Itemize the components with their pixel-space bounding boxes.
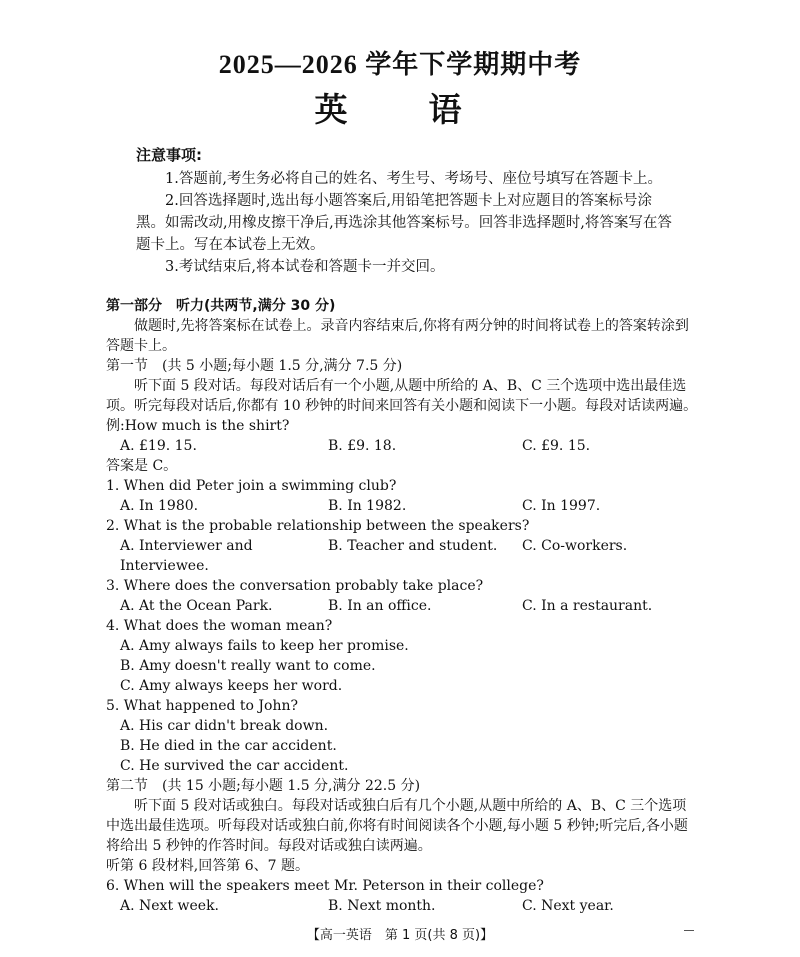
- option-c: C. Next year.: [522, 898, 614, 914]
- option-c: C. In a restaurant.: [522, 598, 653, 614]
- option-b: B. Amy doesn't really want to come.: [120, 658, 376, 674]
- option-b: B. In an office.: [328, 598, 432, 614]
- question-1: 1. When did Peter join a swimming club?: [106, 478, 397, 494]
- notice-item-2: 2.回答选择题时,选出每小题答案后,用铅笔把答题卡上对应题目的答案标号涂黑。如需改动,用橡皮擦干净后,再选涂其他答案标号。回答非选择题时,将答案写在答题卡上。写在本试卷上无效。: [136, 193, 672, 253]
- notice-heading: 注意事项:: [136, 146, 202, 164]
- option-c: C. In 1997.: [522, 498, 601, 514]
- question-2: 2. What is the probable relationship between the speakers?: [106, 518, 530, 534]
- question-4: 4. What does the woman mean?: [106, 618, 333, 634]
- question-2-options: [106, 536, 700, 576]
- exam-title: 2025—2026 学年下学期期中考: [218, 50, 582, 79]
- listening-section: [106, 296, 700, 916]
- section1-heading: 第一节 (共 5 小题;每小题 1.5 分,满分 7.5 分): [106, 358, 403, 374]
- question-1-options: [106, 496, 700, 516]
- example-options: [106, 436, 700, 456]
- option-a: A. Interviewer and Interviewee.: [120, 538, 253, 574]
- subject-title: 英 语: [314, 90, 486, 129]
- question-3-options: [106, 596, 700, 616]
- notice-item-1: 1.答题前,考生务必将自己的姓名、考生号、考场号、座位号填写在答题卡上。: [165, 171, 662, 187]
- question-6-options: [106, 896, 700, 916]
- option-b: B. He died in the car accident.: [120, 738, 337, 754]
- example-answer: 答案是 C。: [106, 458, 178, 474]
- notice-item-3: 3.考试结束后,将本试卷和答题卡一并交回。: [165, 259, 445, 275]
- option-c: C. Co-workers.: [522, 538, 628, 554]
- question-5: 5. What happened to John?: [106, 698, 299, 714]
- option-a: A. Next week.: [120, 898, 220, 914]
- option-a: A. Amy always fails to keep her promise.: [120, 638, 409, 654]
- option-a: A. £19. 15.: [120, 438, 197, 454]
- material-6-instruction: 听第 6 段材料,回答第 6、7 题。: [106, 858, 309, 874]
- option-b: B. Teacher and student.: [328, 538, 498, 554]
- option-a: A. In 1980.: [120, 498, 199, 514]
- option-b: B. £9. 18.: [328, 438, 397, 454]
- corner-mark: [684, 930, 694, 931]
- option-a: A. His car didn't break down.: [120, 718, 329, 734]
- section2-heading: 第二节 (共 15 小题;每小题 1.5 分,满分 22.5 分): [106, 778, 421, 794]
- question-3: 3. Where does the conversation probably take place?: [106, 578, 484, 594]
- part1-intro: 做题时,先将答案标在试卷上。录音内容结束后,你将有两分钟的时间将试卷上的答案转涂到答题卡上。: [106, 318, 689, 354]
- part1-heading: 第一部分 听力(共两节,满分 30 分): [106, 298, 336, 314]
- option-b: B. Next month.: [328, 898, 436, 914]
- option-c: C. Amy always keeps her word.: [120, 678, 343, 694]
- notice-block: [136, 144, 676, 278]
- section1-intro: 听下面 5 段对话。每段对话后有一个小题,从题中所给的 A、B、C 三个选项中选出最佳选项。听完每段对话后,你都有 10 秒钟的时间来回答有关小题和阅读下一小题。每段对话读两遍。: [106, 378, 698, 414]
- page-footer: 【高一英语 第 1 页(共 8 页)】: [306, 928, 494, 943]
- example-question: 例:How much is the shirt?: [106, 418, 290, 434]
- option-c: C. He survived the car accident.: [120, 758, 349, 774]
- section2-intro: 听下面 5 段对话或独白。每段对话或独白后有几个小题,从题中所给的 A、B、C 三个选项中选出最佳选项。听每段对话或独白前,你将有时间阅读各个小题,每小题 5 秒钟;听完后,各小题将给出 5 秒钟的作答时间。每段对话或独白读两遍。: [106, 798, 688, 854]
- question-6: 6. When will the speakers meet Mr. Peterson in their college?: [106, 878, 544, 894]
- option-c: C. £9. 15.: [522, 438, 591, 454]
- option-b: B. In 1982.: [328, 498, 407, 514]
- option-a: A. At the Ocean Park.: [120, 598, 273, 614]
